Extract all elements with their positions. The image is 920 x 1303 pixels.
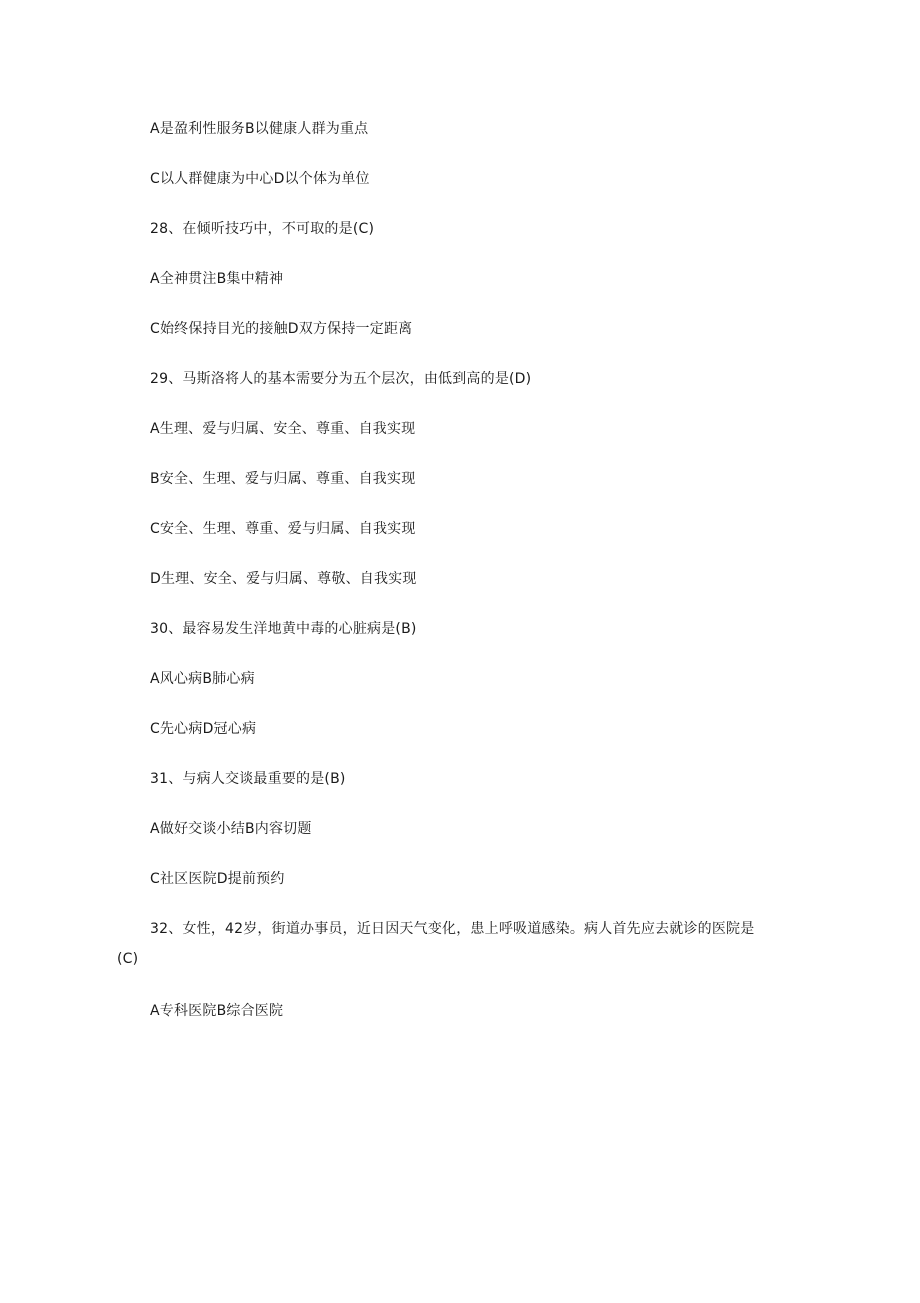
option-line: B安全、生理、爱与归属、尊重、自我实现	[150, 471, 416, 487]
option-line: C先心病D冠心病	[150, 721, 257, 737]
option-line: A全神贯注B集中精神	[150, 271, 284, 287]
option-line: A是盈利性服务B以健康人群为重点	[150, 121, 369, 137]
option-line: C安全、生理、尊重、爱与归属、自我实现	[150, 521, 416, 537]
option-line: A风心病B肺心病	[150, 671, 255, 687]
question-paragraph: 32、女性，42岁，街道办事员，近日因天气变化，患上呼吸道感染。病人首先应去就诊的医院是(C)	[117, 921, 755, 967]
question-line: 30、最容易发生洋地黄中毒的心脏病是(B)	[150, 621, 417, 637]
option-line: A专科医院B综合医院	[150, 1003, 284, 1019]
question-line: 29、马斯洛将人的基本需要分为五个层次，由低到高的是(D)	[150, 371, 532, 387]
question-line: 28、在倾听技巧中，不可取的是(C)	[150, 221, 375, 237]
option-line: A生理、爱与归属、安全、尊重、自我实现	[150, 421, 416, 437]
option-line: D生理、安全、爱与归属、尊敬、自我实现	[150, 571, 417, 587]
option-line: C始终保持目光的接触D双方保持一定距离	[150, 321, 413, 337]
option-line: C以人群健康为中心D以个体为单位	[150, 171, 370, 187]
option-line: A做好交谈小结B内容切题	[150, 821, 312, 837]
option-line: C社区医院D提前预约	[150, 871, 285, 887]
question-line: 31、与病人交谈最重要的是(B)	[150, 771, 346, 787]
